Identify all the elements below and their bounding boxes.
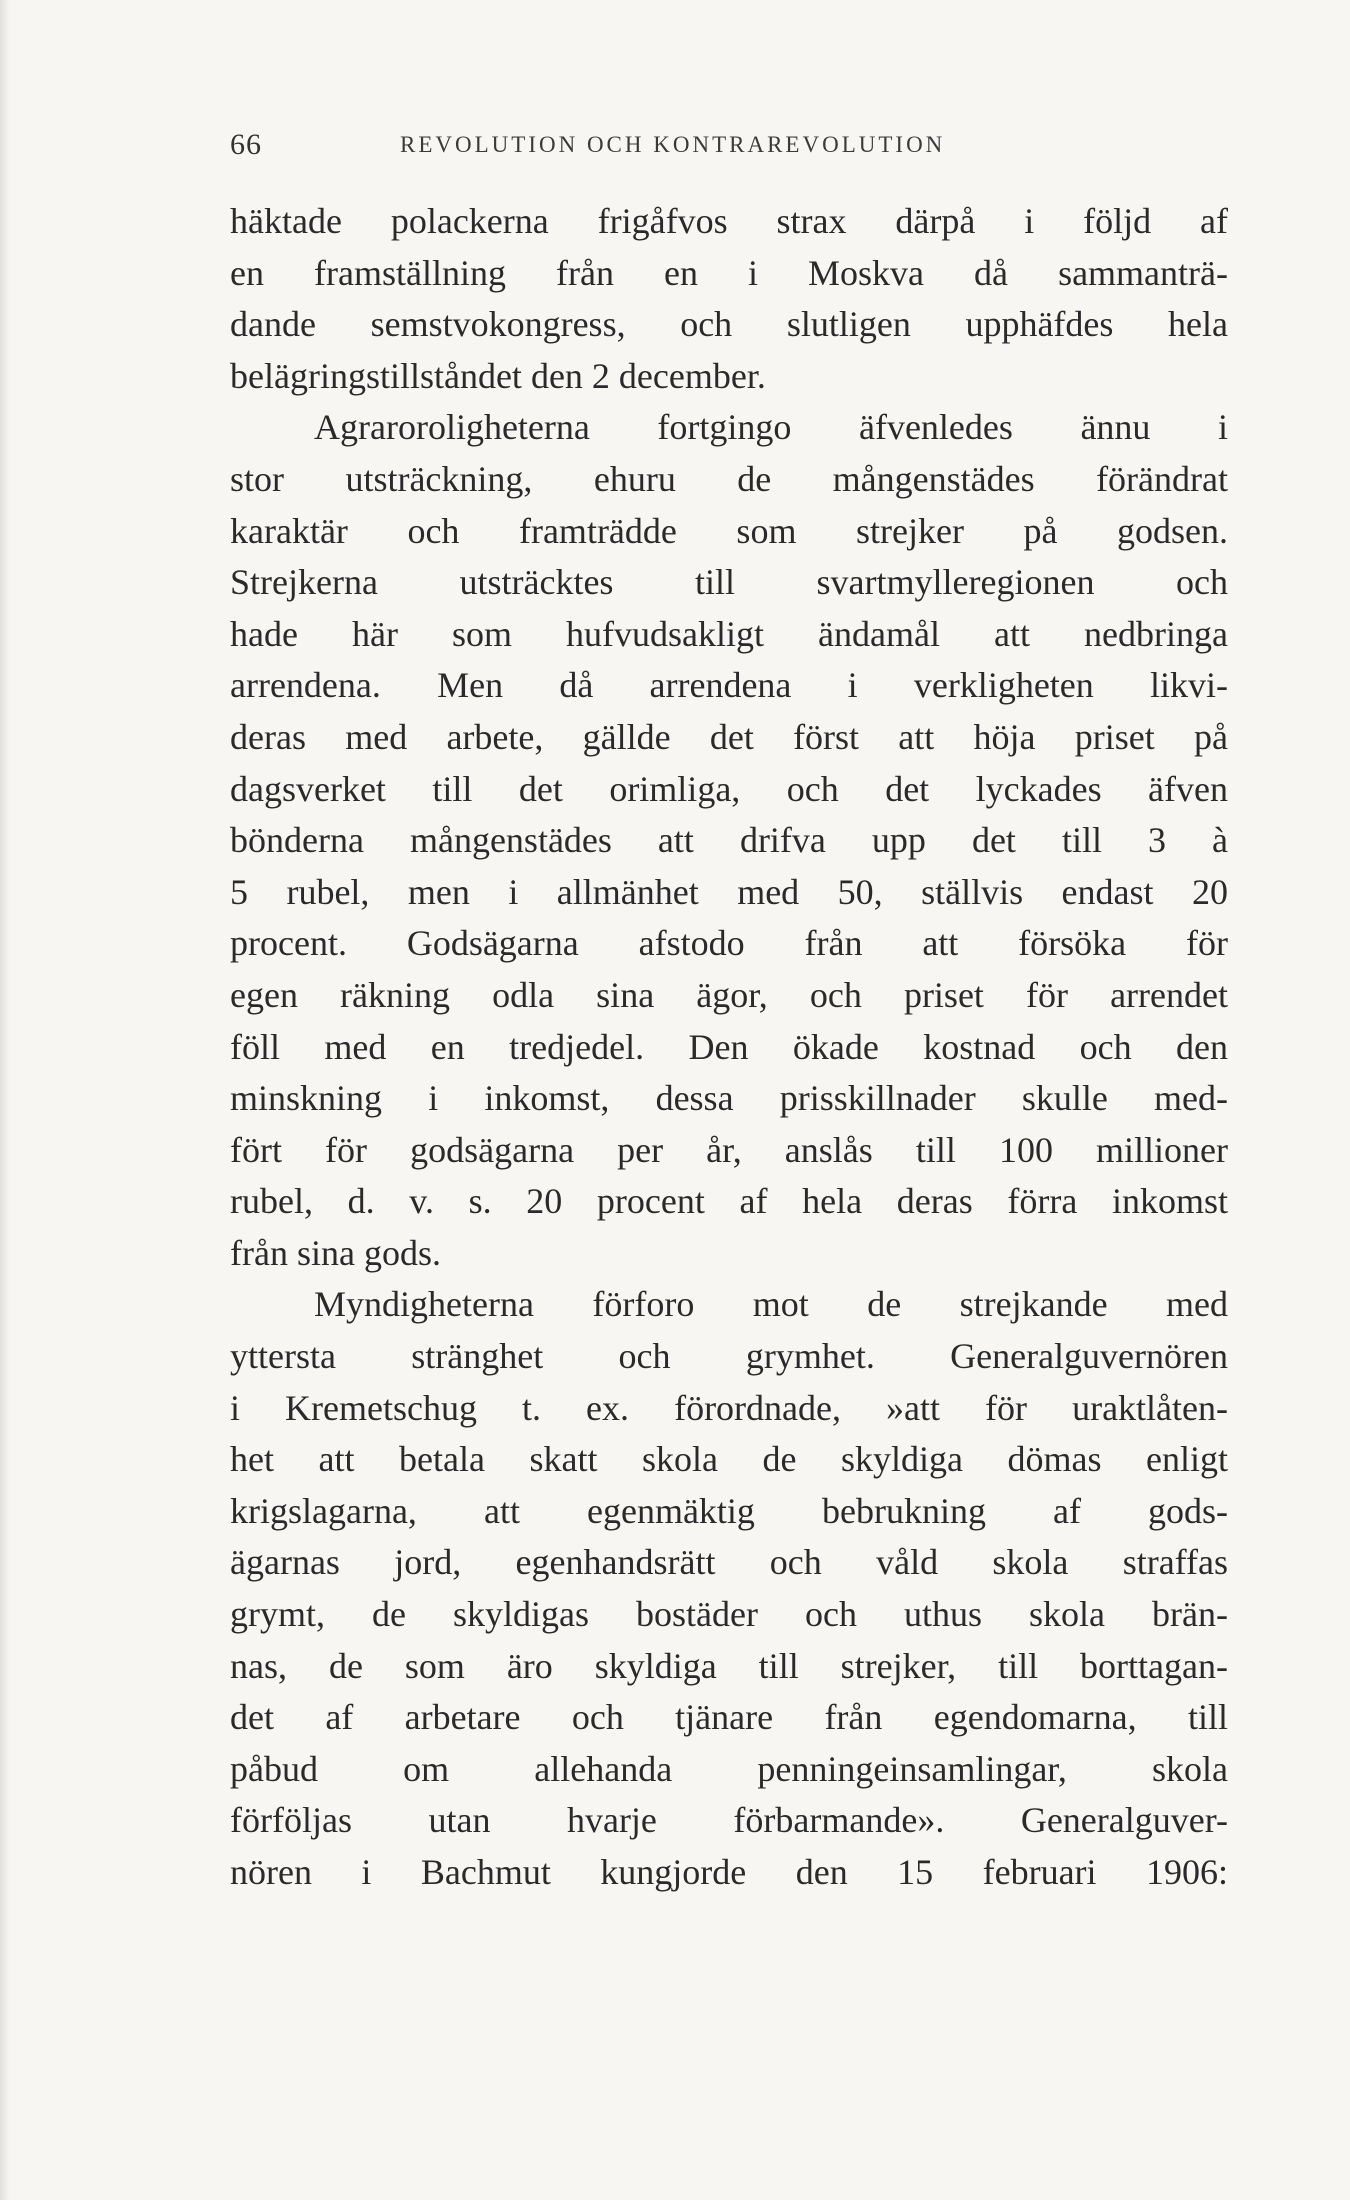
- text-line: 5 rubel, men i allmänhet med 50, ställvis endast 20: [230, 871, 1228, 912]
- text-line: påbud om allehanda penningeinsamlingar, skola: [230, 1748, 1228, 1789]
- text-line: yttersta stränghet och grymhet. Generalguvernören: [230, 1336, 1228, 1377]
- text-line: nas, de som äro skyldiga till strejker, till borttagan-: [230, 1645, 1228, 1686]
- text-line: het att betala skatt skola de skyldiga dömas enligt: [230, 1439, 1228, 1480]
- text-line: förföljas utan hvarje förbarmande». Generalguver-: [230, 1800, 1228, 1841]
- text-line: i Kremetschug t. ex. förordnade, »att för uraktlåten-: [230, 1387, 1228, 1428]
- page-header: [230, 128, 1228, 168]
- body-text: [230, 196, 1228, 1899]
- text-line: karaktär och framträdde som strejker på godsen.: [230, 510, 1228, 551]
- text-line: egen räkning odla sina ägor, och priset för arrendet: [230, 974, 1228, 1015]
- text-line: föll med en tredjedel. Den ökade kostnad och den: [230, 1026, 1228, 1067]
- text-line: bönderna mångenstädes att drifva upp det till 3 à: [230, 820, 1228, 861]
- text-line: Myndigheterna förforo mot de strejkande med: [314, 1284, 1228, 1325]
- text-line: belägringstillståndet den 2 december.: [230, 355, 766, 396]
- text-line: ägarnas jord, egenhandsrätt och våld skola straffas: [230, 1542, 1228, 1583]
- text-line: stor utsträckning, ehuru de mångenstädes förändrat: [230, 458, 1228, 499]
- page-number: 66: [230, 128, 262, 161]
- running-head: REVOLUTION OCH KONTRAREVOLUTION: [400, 132, 946, 157]
- text-line: dagsverket till det orimliga, och det lyckades äfven: [230, 768, 1228, 809]
- text-line: det af arbetare och tjänare från egendomarna, till: [230, 1697, 1228, 1738]
- text-line: nören i Bachmut kungjorde den 15 februari 1906:: [230, 1852, 1228, 1892]
- text-line: från sina gods.: [230, 1232, 441, 1273]
- text-line: grymt, de skyldigas bostäder och uthus skola brän-: [230, 1594, 1228, 1635]
- text-line: arrendena. Men då arrendena i verkligheten likvi-: [230, 665, 1228, 706]
- text-line: fört för godsägarna per år, anslås till 100 millioner: [230, 1129, 1228, 1170]
- page-edge-shadow: [0, 0, 10, 2200]
- text-line: hade här som hufvudsakligt ändamål att nedbringa: [230, 613, 1228, 654]
- text-line: minskning i inkomst, dessa prisskillnader skulle med-: [230, 1078, 1228, 1119]
- text-line: en framställning från en i Moskva då sammanträ-: [230, 252, 1228, 293]
- text-line: dande semstvokongress, och slutligen upphäfdes hela: [230, 304, 1228, 345]
- text-line: häktade polackerna frigåfvos strax därpå i följd af: [230, 201, 1228, 241]
- text-line: procent. Godsägarna afstodo från att försöka för: [230, 923, 1228, 964]
- text-line: Strejkerna utsträcktes till svartmylleregionen och: [230, 562, 1228, 603]
- text-line: deras med arbete, gällde det först att höja priset på: [230, 716, 1228, 757]
- text-line: rubel, d. v. s. 20 procent af hela deras förra inkomst: [230, 1181, 1228, 1222]
- text-line: Agraroroligheterna fortgingo äfvenledes ännu i: [314, 407, 1228, 448]
- text-line: krigslagarna, att egenmäktig bebrukning af gods-: [230, 1490, 1228, 1531]
